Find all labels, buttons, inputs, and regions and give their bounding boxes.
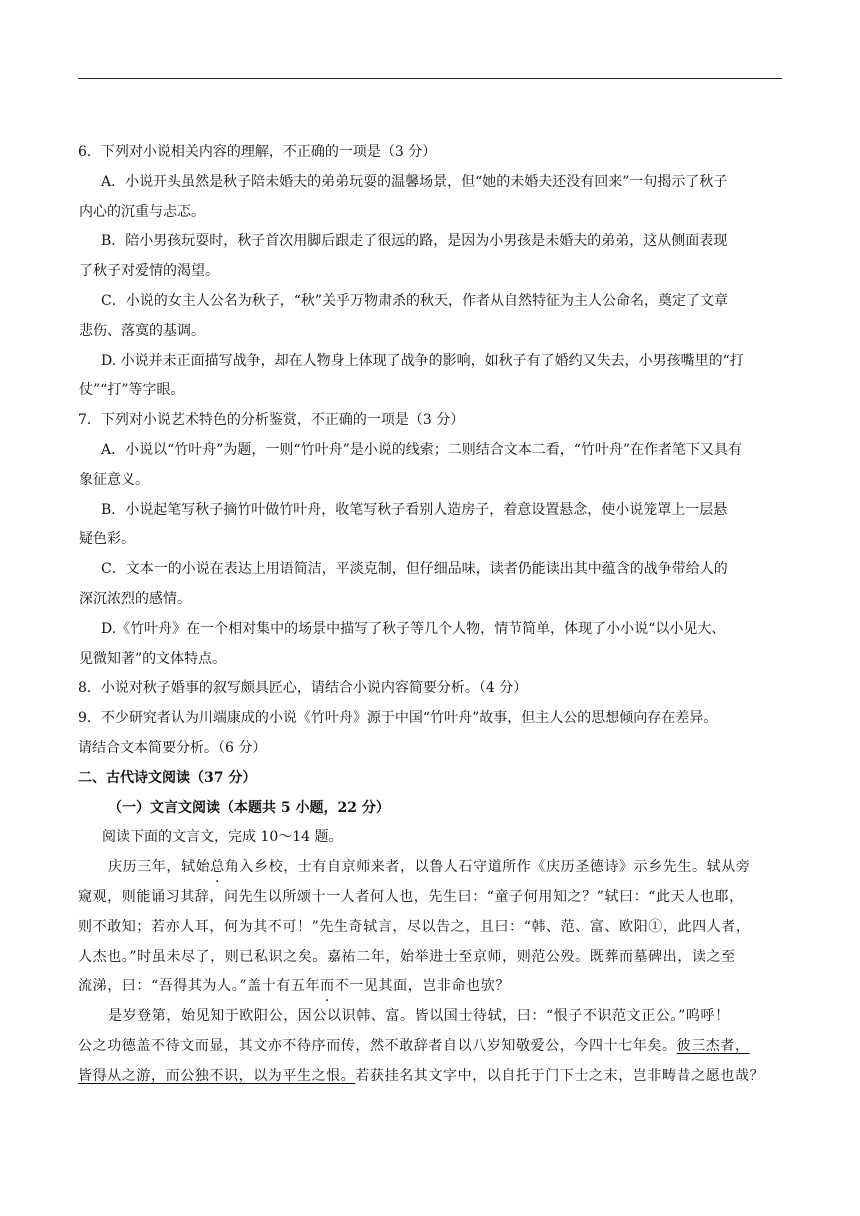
q6-option-c: C．小说的女主人公名为秋子，“秋”关乎万物肃杀的秋天，作者从自然特征为主人公命名，奠定了文章: [101, 292, 729, 309]
section-2-title: 二、古代诗文阅读（37 分）: [78, 769, 257, 786]
classical-text-line: 是岁登第，始见知于欧阳公，因公以识韩、富。皆以国士待轼，曰：“恨子不识范文正公。”呜呼！: [108, 1008, 730, 1025]
emphasis-dot-char: 而: [320, 978, 335, 995]
q7-option-c: C．文本一的小说在表达上用语简洁，平淡克制，但仔细品味，读者仍能读出其中蕴含的战争带给人的: [101, 561, 728, 578]
text-span: 流涕，曰：“吾得其为人。”盖十有五年: [78, 978, 321, 995]
classical-text-line: 窥观，则能诵习其辞，问先生以所颂十一人者何人也，先生曰：“童子何用知之？”轼曰：“此天人也耶，: [78, 888, 744, 905]
q7-option-a-cont: 象征意义。: [79, 471, 149, 488]
q7-option-c-cont: 深沉浓烈的感情。: [79, 590, 191, 607]
q6-option-d-cont: 仗”“打”等字眼。: [79, 382, 185, 399]
q7-option-b-cont: 疑色彩。: [79, 531, 135, 548]
question-9-cont: 请结合文本简要分析。（6 分）: [78, 739, 267, 756]
q7-option-d-cont: 见微知著”的文体特点。: [79, 650, 227, 667]
text-span: 公之功德盖不待文而显，其文亦不待序而传，然不敢辞者自以八岁知敬爱公，今四十七年矣。: [78, 1037, 677, 1054]
header-rule: [78, 78, 782, 79]
q7-option-d: D.《竹叶舟》在一个相对集中的场景中描写了秋子等几个人物，情节简单，体现了小小说“以小见大、: [101, 620, 726, 637]
subsection-1-title: （一）文言文阅读（本题共 5 小题，22 分）: [108, 799, 390, 816]
q6-option-b: B．陪小男孩玩耍时，秋子首次用脚后跟走了很远的路，是因为小男孩是未婚夫的弟弟，这从侧面表现: [101, 233, 728, 250]
text-span: 若获挂名其文字中，以自托于门下士之末，岂非畴昔之愿也哉？: [355, 1067, 765, 1084]
question-7-stem: 7．下列对小说艺术特色的分析鉴赏，不正确的一项是（3 分）: [78, 412, 465, 429]
emphasis-dot-char: 总: [210, 859, 225, 876]
text-span: 庆历三年，轼始: [108, 859, 211, 876]
q6-option-a: A．小说开头虽然是秋子陪未婚夫的弟弟玩耍的温馨场景，但“她的未婚夫还没有回来”一句揭示了秋子: [101, 173, 728, 190]
reading-instruction: 阅读下面的文言文，完成 10～14 题。: [102, 829, 343, 846]
classical-text-line: 人杰也。”时虽未尽了，则已私识之矣。嘉祐二年，始举进士至京师，则范公殁。既葬而墓碑出，读之至: [78, 948, 736, 965]
q6-option-b-cont: 了秋子对爱情的渴望。: [79, 263, 219, 280]
classical-text-line: [78, 853, 782, 883]
text-span: 不一见其面，岂非命也欤？: [334, 978, 510, 995]
text-span: 角入乡校，士有自京师来者，以鲁人石守道所作《庆历圣德诗》示乡先生。轼从旁: [224, 859, 751, 876]
q7-option-b: B．小说起笔写秋子摘竹叶做竹叶舟，收笔写秋子看别人造房子，着意设置悬念，使小说笼罩上一层悬: [101, 501, 728, 518]
underlined-sentence: 彼三杰者，: [676, 1037, 750, 1054]
document-body: [78, 138, 782, 1092]
classical-text-line: 则不敢知；若亦人耳，何为其不可！”先生奇轼言，尽以告之，且曰：“韩、范、富、欧阳①，此四人者，: [78, 918, 751, 935]
q6-option-a-cont: 内心的沉重与忐忑。: [79, 203, 205, 220]
q7-option-a: A．小说以“竹叶舟”为题，一则“竹叶舟”是小说的线索；二则结合文本二看，“竹叶舟”在作者笔下又具有: [101, 441, 743, 458]
classical-text-line: [78, 1062, 782, 1092]
question-8: 8．小说对秋子婚事的叙写颇具匠心，请结合小说内容简要分析。（4 分）: [78, 680, 528, 697]
classical-text-line: [78, 1032, 782, 1062]
question-9: 9．不少研究者认为川端康成的小说《竹叶舟》源于中国“竹叶舟”故事，但主人公的思想倾向存在差异。: [78, 710, 718, 727]
question-6-stem: 6．下列对小说相关内容的理解，不正确的一项是（3 分）: [78, 144, 437, 160]
q6-option-d: D. 小说并未正面描写战争，却在人物身上体现了战争的影响，如秋子有了婚约又失去，小男孩嘴里的“打: [101, 352, 744, 369]
classical-text-line: [78, 972, 782, 1002]
q6-option-c-cont: 悲伤、落寞的基调。: [79, 322, 205, 339]
underlined-sentence: 皆得从之游，而公独不识，以为平生之恨。: [78, 1067, 356, 1084]
